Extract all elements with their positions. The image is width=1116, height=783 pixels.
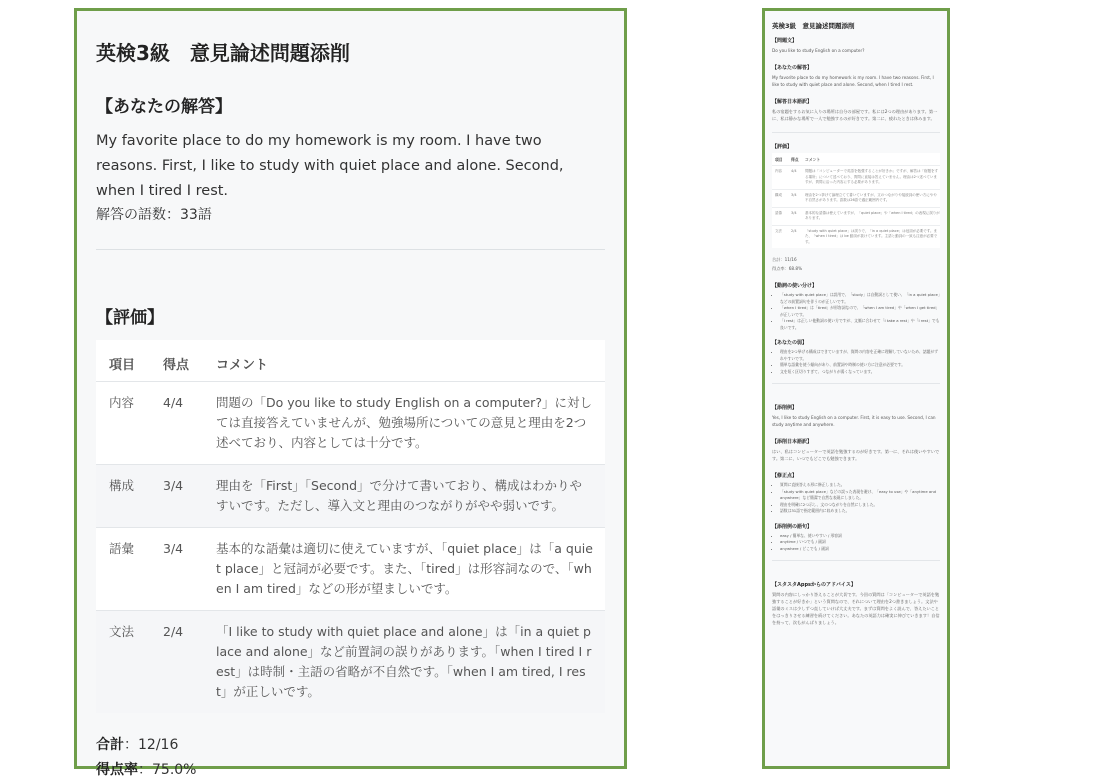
- table-row: 内容 4/4 問題は「コンピューターで英語を勉強することが好きか」ですが、解答は「宿題をする場所」について述べており、質問に直接は答えていません。理由は2つ述べていますが、質問に沿った内容にする必要があります。: [772, 166, 940, 190]
- thumb-question-heading: 【問題文】: [772, 38, 798, 44]
- thumb-answer-text: My favorite place to do my homework is my room. I have two reasons. First, I like to study with quiet place and alone. Second, when I tired I rest.: [772, 75, 934, 87]
- thumb-answer-heading: 【あなたの解答】: [772, 65, 813, 71]
- header-score: 得点: [163, 358, 190, 373]
- row-item: 内容: [96, 382, 150, 465]
- row-score: 3/4: [150, 528, 203, 611]
- row-comment: 問題の「Do you like to study English on a computer?」に対しては直接答えていませんが、勉強場所についての意見と理由を2つ述べており、内容としては十分です。: [203, 382, 605, 465]
- thumb-phrase-list: [772, 533, 940, 553]
- row-score: 3/4: [150, 465, 203, 528]
- thumb-fix-list: [772, 482, 940, 515]
- header-item: 項目: [109, 358, 136, 373]
- thumb-model-heading: 【添削例】: [772, 405, 798, 411]
- thumb-phrase-heading: 【添削例の語句】: [772, 523, 813, 530]
- thumb-title: 英検3級 意見論述問題添削: [772, 22, 855, 30]
- list-item: • easy / 簡単な、使いやすい / 形容詞: [780, 533, 940, 540]
- thumb-divider: [772, 132, 940, 133]
- table-row: [96, 611, 605, 714]
- thumb-eval-heading: 【評価】: [772, 144, 793, 150]
- score-summary: [96, 733, 605, 783]
- thumb-advice-text: 質問の内容にしっかり答えることが大切です。今回の質問は「コンピューターで英語を勉強することが好きか」という質問なので、それについて理由を2つ書きましょう。文法や語彙のミスは少しずつ直していけば大丈夫です。まずは質問をよく読んで、答えたいことをはっきりさせる練習を続けてください。あなたの英語力は確実に伸びていきます！自信を持って、次もがんばりましょう。: [772, 592, 940, 625]
- thumb-verb-list: [772, 292, 940, 331]
- thumb-weak-list: [772, 349, 940, 375]
- total-score: 合計：12/16: [96, 737, 179, 753]
- table-row: [96, 528, 605, 611]
- word-count: 解答の語数：33語: [96, 207, 212, 223]
- thumb-fix-heading: 【修正点】: [772, 473, 798, 479]
- thumb-question-text: Do you like to study English on a computer?: [772, 48, 865, 53]
- row-score: 4/4: [150, 382, 203, 465]
- list-item: • 文を短く区切りすぎて、つながりが弱くなっています。: [780, 369, 940, 376]
- list-item: • 理由を明確に2つ示し、文のつながりを自然にしました。: [780, 502, 940, 509]
- thumb-weak-heading: 【あなたの弱】: [772, 340, 808, 346]
- list-item: • 「study with quiet place」などの誤った表現を避け、「easy to use」や「anytime and anywhere」など簡潔で自然な表現にしました。: [780, 489, 940, 502]
- evaluation-heading: 【評価】: [96, 308, 164, 328]
- row-item: 文法: [96, 611, 150, 714]
- table-row: [96, 465, 605, 528]
- list-item: • anywhere / どこでも / 副詞: [780, 546, 940, 553]
- list-item: • 理由を2つ挙げる構成はできていますが、質問の内容を正確に理解していないため、話題がずれやすいです。: [780, 349, 940, 362]
- list-item: • 「study with quiet place」は誤用で、「study」は自動詞として使い、「in a quiet place」などの前置詞句を伴うのが正しいです。: [780, 292, 940, 305]
- table-row: 文法 2/4 「study with quiet place」は誤りで、「in a quiet place」は冠詞が必要です。また、「when I tired」は be 動詞が抜けています。主語と動詞の一致も注意が必要です。: [772, 225, 940, 248]
- row-comment: 理由を「First」「Second」で分けて書いており、構成はわかりやすいです。ただし、導入文と理由のつながりがやや弱いです。: [203, 465, 605, 528]
- list-item: • 「I rest」は正しい他動詞の使い方ですが、文脈に合わせて「I take a rest」や「I rest」でも良いです。: [780, 318, 940, 331]
- evaluation-table: [96, 340, 605, 713]
- row-score: 2/4: [150, 611, 203, 714]
- list-item: • 「when I tired」は「tired」が形容詞なので、「when I am tired」や「when I get tired」が正しいです。: [780, 305, 940, 318]
- thumb-rate: 得点率：68.8%: [772, 266, 803, 271]
- thumb-model-ja-text: はい、私はコンピューターで英語を勉強するのが好きです。第一に、それは使いやすいです。第二に、いつでもどこでも勉強できます。: [772, 449, 940, 461]
- list-item: • anytime / いつでも / 副詞: [780, 539, 940, 546]
- table-row: [96, 382, 605, 465]
- table-header-row: [96, 340, 605, 382]
- thumb-translation-text: 私の宿題をするお気に入りの場所は自分の部屋です。私には2つの理由があります。第一に、私は静かな場所で一人で勉強するのが好きです。第二に、疲れたときは休みます。: [772, 109, 938, 121]
- score-rate: 得点率：75.0%: [96, 762, 197, 778]
- row-item: 語彙: [96, 528, 150, 611]
- thumb-advice-heading: 【スタスタAppsからのアドバイス】: [772, 582, 856, 588]
- full-report-thumbnail: [762, 8, 950, 769]
- thumb-divider: [772, 383, 940, 384]
- row-comment: 「I like to study with quiet place and alone」は「in a quiet place and alone」など前置詞の誤りがあります。「when I tired I rest」は時制・主語の省略が不自然です。「when I am tired, I rest」が正しいです。: [203, 611, 605, 714]
- list-item: • 質問に直接答える形に修正しました。: [780, 482, 940, 489]
- answer-heading: 【あなたの解答】: [96, 97, 232, 117]
- thumb-translation-heading: 【解答日本語訳】: [772, 99, 813, 105]
- thumb-model-ja-heading: 【添削日本語訳】: [772, 439, 813, 445]
- row-comment: 基本的な語彙は適切に使えていますが、「quiet place」は「a quiet place」と冠詞が必要です。また、「tired」は形容詞なので、「when I am tired」などの形が望ましいです。: [203, 528, 605, 611]
- header-comment: コメント: [216, 358, 269, 373]
- thumb-divider: [772, 560, 940, 561]
- thumb-eval-table: [772, 153, 940, 248]
- row-item: 構成: [96, 465, 150, 528]
- correction-card: [74, 8, 627, 778]
- page-title: 英検3級 意見論述問題添削: [96, 41, 350, 65]
- list-item: • 簡単な語彙を使う傾向があり、前置詞や時制の使い方に注意が必要です。: [780, 362, 940, 369]
- table-row: 構成 3/4 理由を2つ挙げて論理立てて書いていますが、文のつながりや接続詞の使い方にやや不自然さがあります。語数は26語で適正範囲内です。: [772, 189, 940, 207]
- thumb-table-header: 項目 得点 コメント: [775, 157, 821, 162]
- thumb-model-text: Yes, I like to study English on a computer. First, it is easy to use. Second, I can study anytime and anywhere.: [772, 415, 936, 427]
- thumb-verb-heading: 【動詞の使い分け】: [772, 283, 818, 289]
- section-divider: [96, 249, 605, 250]
- table-row: 語彙 3/4 基本的な語彙は使えていますが、「quiet place」や「when I tired」の表現に誤りがあります。: [772, 207, 940, 225]
- list-item: • 語数は31語で指定範囲内に収めました。: [780, 508, 940, 515]
- thumb-total: 合計：11/16: [772, 257, 797, 262]
- answer-text: My favorite place to do my homework is my room. I have two reasons. First, I like to study with quiet place and alone. Second, when I tired I rest.: [96, 133, 564, 199]
